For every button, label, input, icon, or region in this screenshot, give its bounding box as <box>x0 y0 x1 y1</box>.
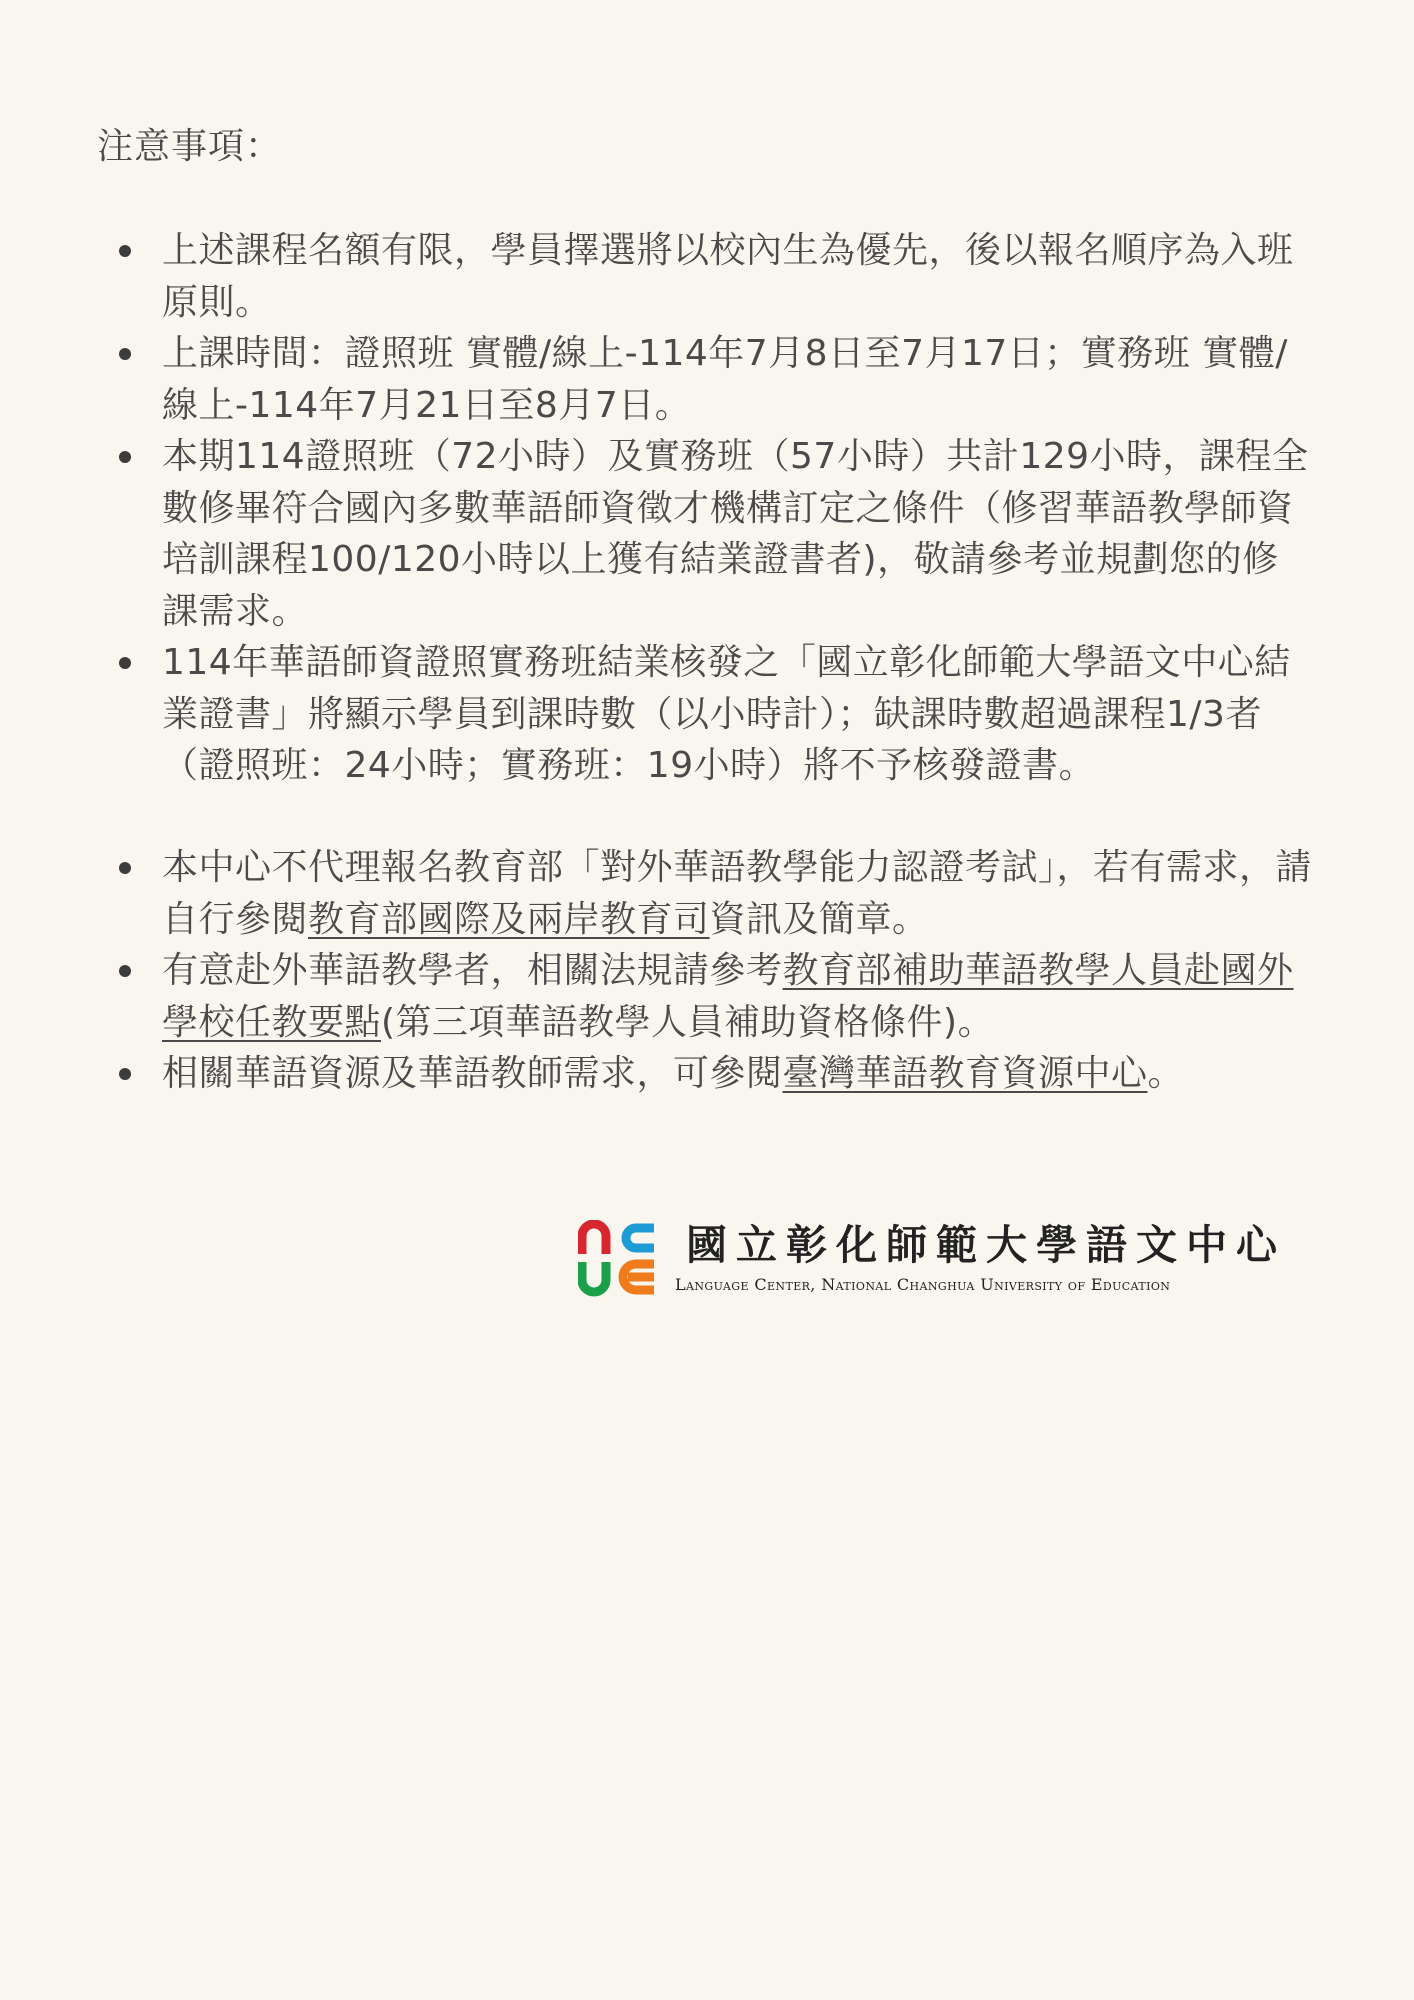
item-text: 資訊及簡章。 <box>709 898 929 940</box>
bullet-icon <box>119 348 131 360</box>
bullet-icon <box>119 1068 131 1080</box>
bullet-icon <box>119 862 131 874</box>
item-text: 。 <box>1147 1053 1185 1094</box>
item-text: 有意赴外華語教學者，相關法規請參考 <box>162 950 783 991</box>
ncue-language-center-logo <box>578 1220 1298 1300</box>
item-text: 本期114證照班（72小時）及實務班（57小時）共計129小時，課程全數修畢符合國內多數華語師資徵才機構訂定之條件（修習華語教學師資培訓課程100/120小時以上獲有結業證書者)，敬請參考並規劃您的修課需求。 <box>162 436 1309 632</box>
note-item <box>0 637 1312 792</box>
resources-list <box>0 842 1414 1100</box>
item-text: 上課時間：證照班 實體/線上-114年7月8日至7月17日；實務班 實體/線上-114年7月21日至8月7日。 <box>162 333 1288 426</box>
resource-link[interactable]: 教育部補助華語教學人員赴國外學校任教要點 <box>162 950 1294 1043</box>
ncue-logo-icon <box>578 1220 660 1298</box>
item-text: 相關華語資源及華語教師需求，可參閱 <box>162 1053 783 1094</box>
logo-title: 國立彰化師範大學語文中心 <box>686 1221 1286 1269</box>
item-text: 114年華語師資證照實務班結業核發之「國立彰化師範大學語文中心結業證書」將顯示學員到課時數（以小時計）；缺課時數超過課程1/3者（證照班：24小時；實務班：19小時）將不予核發證書。 <box>162 642 1291 786</box>
resource-item <box>0 945 1312 1048</box>
resource-item <box>0 842 1312 945</box>
bullet-icon <box>119 245 131 257</box>
resource-item <box>0 1048 1312 1100</box>
resource-link[interactable]: 臺灣華語教育資源中心 <box>782 1053 1148 1094</box>
note-item <box>0 431 1312 637</box>
resource-link[interactable]: 教育部國際及兩岸教育司 <box>308 898 710 940</box>
note-item <box>0 225 1312 328</box>
logo-subtitle: Language Center, National Changhua University of Education <box>675 1275 1171 1294</box>
item-text: 上述課程名額有限，學員擇選將以校內生為優先，後以報名順序為入班原則。 <box>162 230 1294 323</box>
item-text: (第三項華語教學人員補助資格條件)。 <box>381 1001 995 1043</box>
bullet-icon <box>119 451 131 463</box>
page-heading: 注意事項： <box>97 126 283 167</box>
item-text: 本中心不代理報名教育部「對外華語教學能力認證考試」，若有需求，請自行參閱 <box>162 847 1313 940</box>
bullet-icon <box>119 965 131 977</box>
note-item <box>0 328 1312 431</box>
bullet-icon <box>119 657 131 669</box>
notes-list <box>0 225 1414 792</box>
